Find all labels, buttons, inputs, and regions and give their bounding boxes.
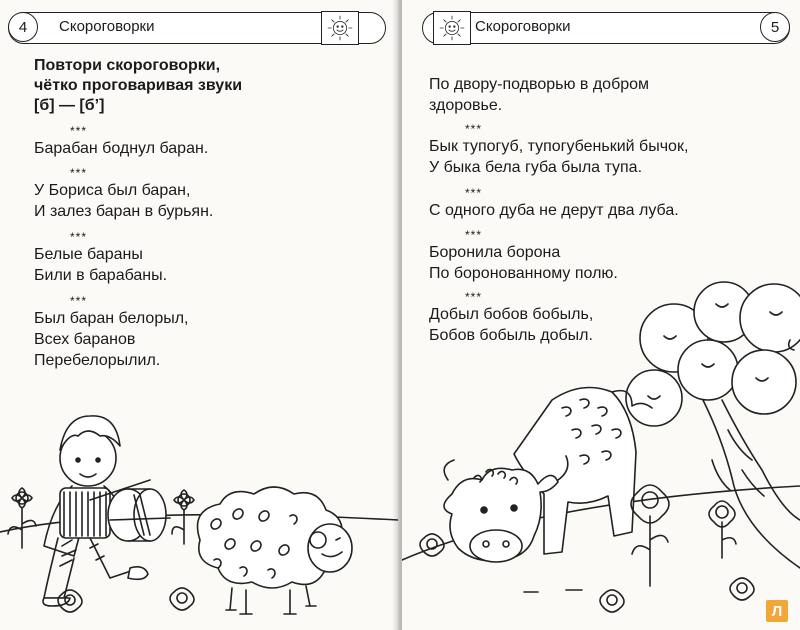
right-illustration <box>402 0 800 630</box>
rhyme-line: У Бориса был баран, <box>34 182 191 199</box>
rhyme-line: У быка бела губа была тупа. <box>429 159 643 176</box>
rhyme-line: По боронованному полю. <box>429 265 618 282</box>
header-title: Скороговорки <box>59 18 155 35</box>
rhyme-line: Боронила борона <box>429 244 561 261</box>
separator: *** <box>70 166 88 180</box>
right-page <box>402 0 800 630</box>
flower-icon <box>631 485 669 586</box>
rhyme-line: Добыл бобов бобыль, <box>429 306 594 323</box>
instruction-line: [б] — [б’] <box>34 97 105 114</box>
separator: *** <box>70 230 88 244</box>
rhyme-line: Белые бараны <box>34 246 143 263</box>
flower-icon <box>709 501 736 558</box>
rhyme-line: здоровье. <box>429 97 503 114</box>
flower-icon <box>600 590 624 612</box>
separator: *** <box>70 124 88 138</box>
separator: *** <box>70 294 88 308</box>
instruction-line: чётко проговаривая звуки <box>34 77 243 94</box>
rhyme-line: И залез баран в бурьян. <box>34 203 214 220</box>
flower-icon <box>730 578 754 600</box>
sheep-icon <box>198 487 353 614</box>
page-number: 5 <box>760 12 790 42</box>
watermark-logo <box>766 600 788 622</box>
flower-icon <box>170 588 194 610</box>
rhyme-line: Бобов бобыль добыл. <box>429 327 593 344</box>
separator: *** <box>465 228 483 242</box>
rhyme-line: Били в барабаны. <box>34 267 168 284</box>
instruction-line: Повтори скороговорки, <box>34 57 221 74</box>
page-number: 4 <box>8 12 38 42</box>
tree-icon <box>626 282 800 568</box>
flower-icon <box>8 488 36 548</box>
watermark-letter: Л <box>771 602 783 620</box>
flower-icon <box>172 490 194 544</box>
rhyme-line: Бык тупогуб, тупогубенький бычок, <box>429 138 689 155</box>
bull-icon <box>444 388 652 593</box>
header-title: Скороговорки <box>475 18 571 35</box>
rhyme-line: Барабан боднул баран. <box>34 140 209 157</box>
rhyme-line: Был баран белорыл, <box>34 310 189 327</box>
rhyme-line: С одного дуба не дерут два луба. <box>429 202 679 219</box>
separator: *** <box>465 290 483 304</box>
boy-with-drum-icon <box>43 416 170 606</box>
separator: *** <box>465 122 483 136</box>
separator: *** <box>465 186 483 200</box>
rhyme-line: Перебелорылил. <box>34 352 161 369</box>
rhyme-line: По двору-подворью в добром <box>429 76 650 93</box>
left-page <box>0 0 398 630</box>
rhyme-line: Всех баранов <box>34 331 136 348</box>
left-illustration <box>0 0 398 630</box>
